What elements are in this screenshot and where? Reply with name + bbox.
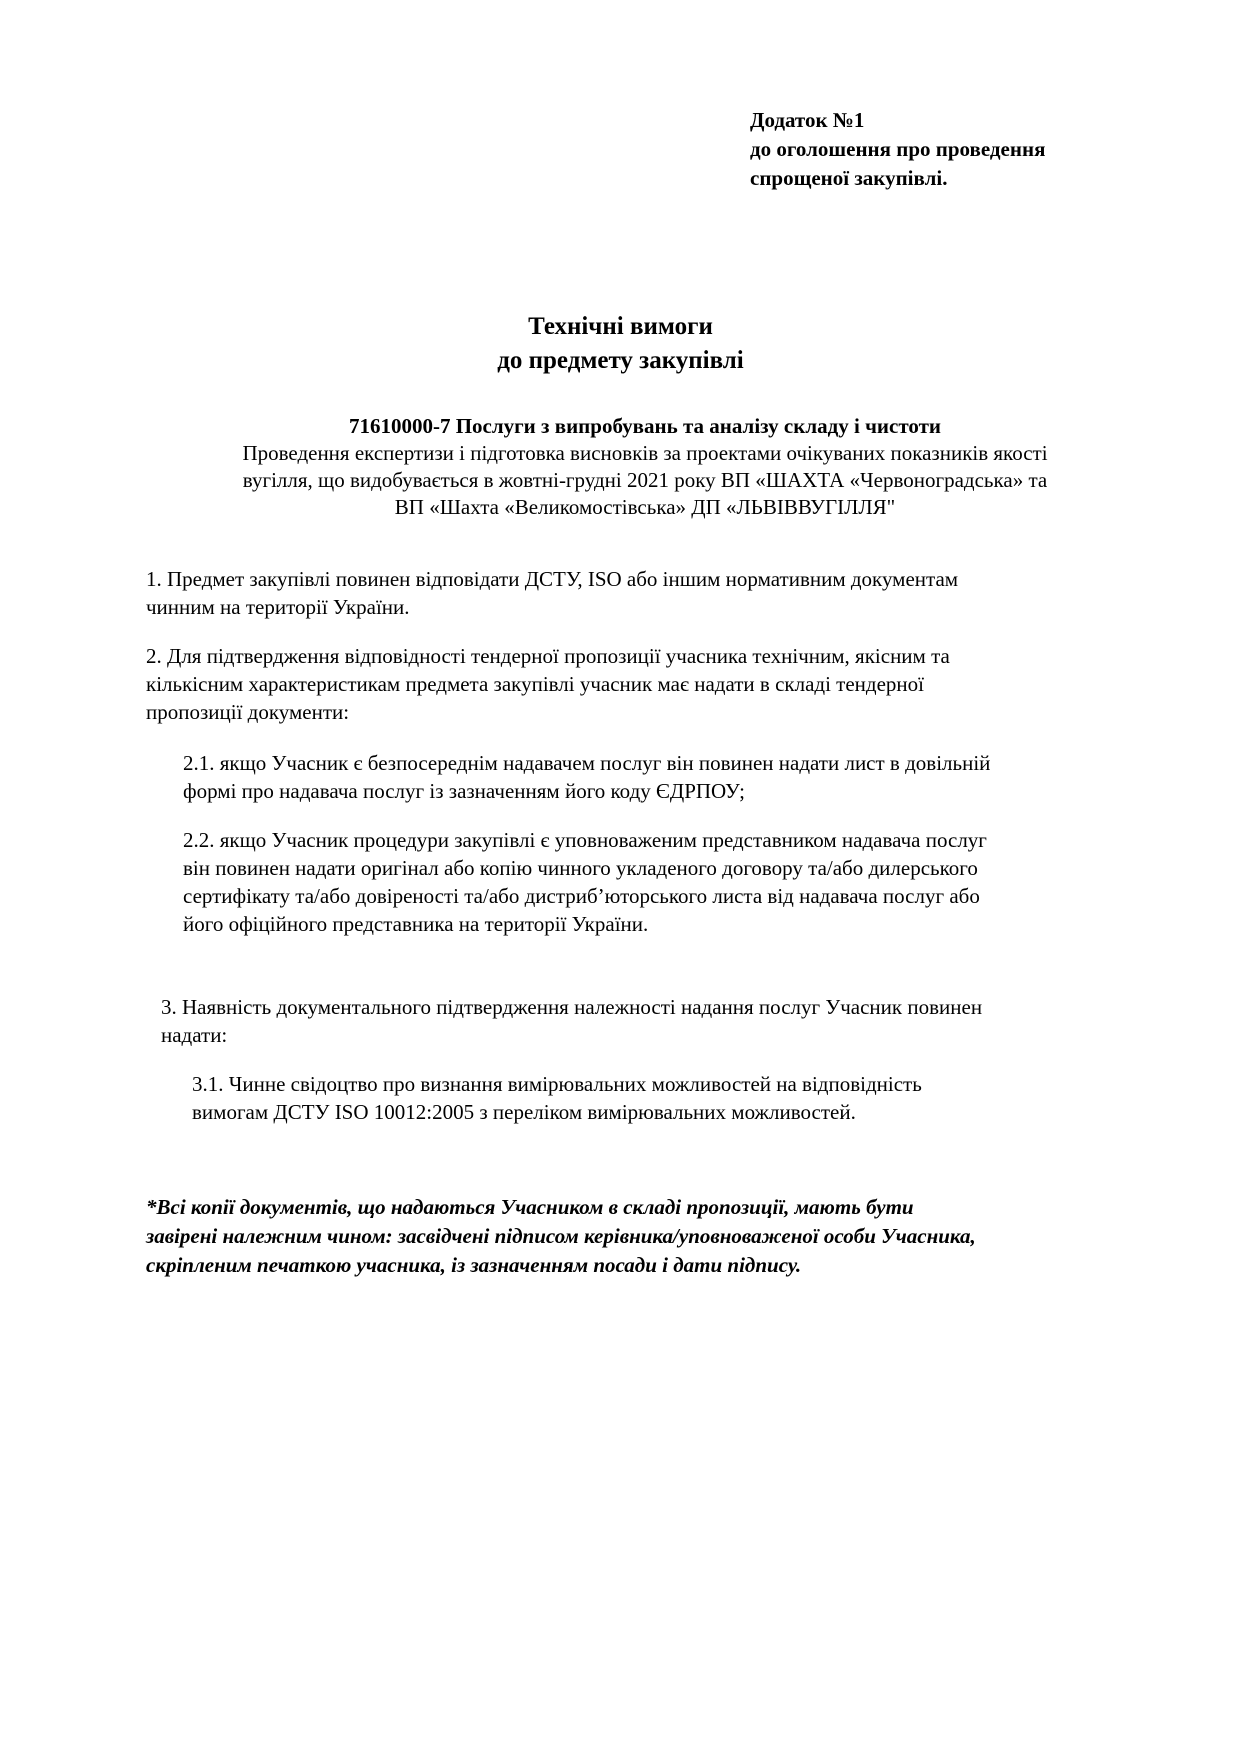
- cpv-code-line: 71610000-7 Послуги з випробувань та аналізу складу і чистоти: [348, 414, 942, 438]
- paragraph-line: формі про надавача послуг із зазначенням його коду ЄДРПОУ;: [183, 779, 745, 803]
- paragraph-line: 2.1. якщо Учасник є безпосереднім надавачем послуг він повинен надати лист в довільній: [183, 751, 991, 775]
- paragraph-line: його офіційного представника на території України.: [183, 912, 649, 936]
- requirement-1: [146, 565, 1136, 621]
- requirement-3-1: [192, 1070, 1132, 1126]
- procurement-subject: [130, 413, 1160, 521]
- annex-line: спрощеної закупівлі.: [750, 166, 948, 190]
- annex-header: [750, 106, 1190, 193]
- annex-line: до оголошення про проведення: [750, 137, 1046, 161]
- paragraph-line: вимогам ДСТУ ISO 10012:2005 з переліком вимірювальних можливостей.: [192, 1100, 856, 1124]
- paragraph-line: 2.2. якщо Учасник процедури закупівлі є уповноваженим представником надавача послуг: [183, 828, 987, 852]
- paragraph-line: 1. Предмет закупівлі повинен відповідати ДСТУ, ISO або іншим нормативним документам: [146, 567, 959, 591]
- paragraph-line: 3.1. Чинне свідоцтво про визнання вимірювальних можливостей на відповідність: [192, 1072, 922, 1096]
- note-line: *Всі копії документів, що надаються Учасником в складі пропозиції, мають бути: [146, 1195, 914, 1219]
- subject-line: вугілля, що видобувається в жовтні-грудні 2021 року ВП «ШАХТА «Червоноградська» та: [242, 468, 1048, 492]
- paragraph-line: 3. Наявність документального підтвердження належності надання послуг Учасник повинен: [161, 995, 983, 1019]
- subject-line: ВП «Шахта «Великомостівська» ДП «ЛЬВІВВУГІЛЛЯ": [394, 495, 896, 519]
- note-line: завірені належним чином: засвідчені підписом керівника/уповноваженої особи Учасника,: [146, 1224, 976, 1248]
- paragraph-line: він повинен надати оригінал або копію чинного укладеного договору та/або дилерського: [183, 856, 978, 880]
- requirement-3: [161, 993, 1146, 1049]
- paragraph-line: пропозиції документи:: [146, 700, 350, 724]
- document-title: [0, 310, 1241, 378]
- paragraph-line: 2. Для підтвердження відповідності тендерної пропозиції учасника технічним, якісним та: [146, 644, 950, 668]
- subject-line: Проведення експертизи і підготовка висновків за проектами очікуваних показників якості: [242, 441, 1048, 465]
- paragraph-line: надати:: [161, 1023, 228, 1047]
- paragraph-line: сертифікату та/або довіреності та/або дистриб’юторського листа від надавача послуг або: [183, 884, 980, 908]
- paragraph-line: кількісним характеристикам предмета закупівлі учасник має надати в складі тендерної: [146, 672, 924, 696]
- requirement-2-1: [183, 749, 1153, 805]
- annex-number: Додаток №1: [750, 108, 865, 132]
- certification-note: [146, 1193, 1146, 1280]
- title-line: до предмету закупівлі: [497, 347, 744, 374]
- paragraph-line: чинним на території України.: [146, 595, 410, 619]
- title-line: Технічні вимоги: [528, 313, 713, 340]
- requirement-2-2: [183, 826, 1153, 938]
- note-line: скріпленим печаткою учасника, із зазначенням посади і дати підпису.: [146, 1253, 802, 1277]
- requirement-2: [146, 642, 1136, 726]
